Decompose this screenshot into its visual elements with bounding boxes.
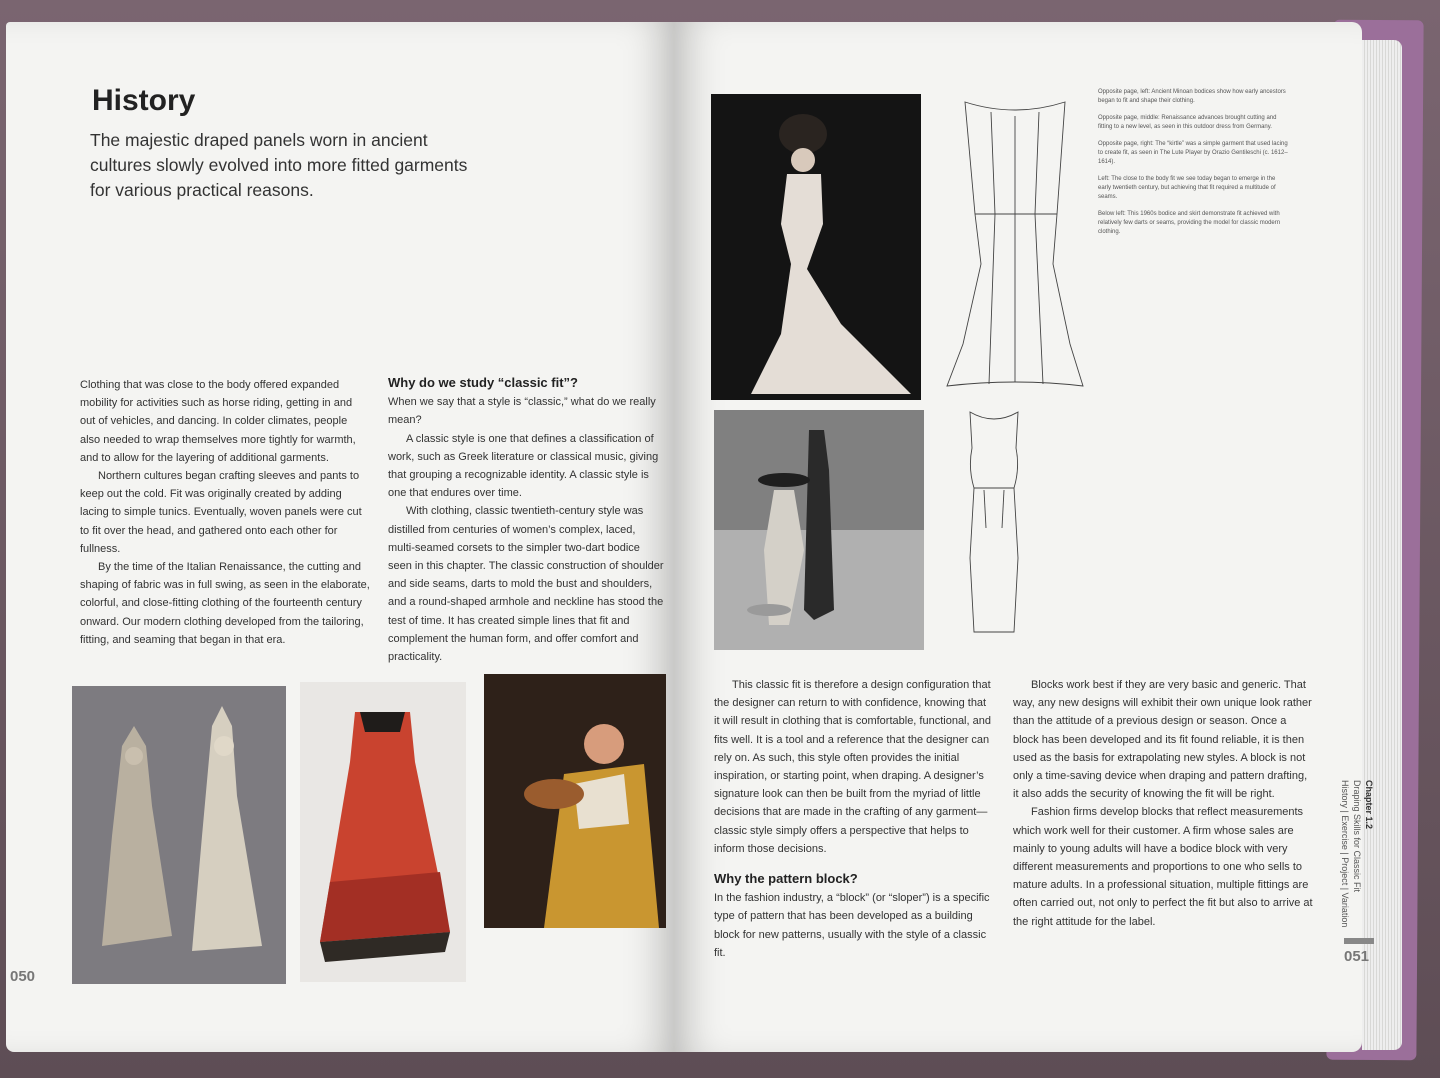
renaissance-dress-photo	[300, 682, 466, 982]
right-column-2	[1013, 676, 1313, 931]
caption: Opposite page, left: Ancient Minoan bodices show how early ancestors began to fit and shape their clothing.	[1098, 89, 1286, 104]
chapter-label: Chapter 1.2	[1364, 780, 1374, 830]
caption: Left: The close to the body fit we see today began to emerge in the early twentieth century, but achieving that fit required a multitude of seams.	[1098, 176, 1276, 200]
caption: Opposite page, right: The “kirtle” was a simple garment that used lacing to create fit, as seen in The Lute Player by Orazio Gentileschi (c. 1612–1614).	[1098, 141, 1288, 165]
chapter-title: Draping Skills for Classic Fit	[1352, 780, 1362, 893]
right-column-1	[714, 676, 994, 962]
paragraph: When we say that a style is “classic,” what do we really mean?	[388, 396, 656, 427]
minoan-figures-photo	[72, 686, 286, 984]
chapter-bar	[1344, 938, 1374, 944]
chapter-sidebar	[1336, 780, 1376, 940]
section-heading: Why the pattern block?	[714, 871, 858, 887]
caption: Opposite page, middle: Renaissance advances brought cutting and fitting to a new level, as seen in this outdoor dress from Germany.	[1098, 115, 1277, 130]
paragraph: By the time of the Italian Renaissance, the cutting and shaping of fabric was in full swing, as seen in the elaborate, colorful, and close-fitting clothing of the fourteenth century onward. Our modern clothing developed from the tailoring, fitting, and seaming that began in that era.	[80, 561, 370, 646]
paragraph: With clothing, classic twentieth-century style was distilled from centuries of women’s complex, laced, multi-seamed corsets to the simpler two-dart bodice seen in this chapter. The classic construction of shoulder and side seams, darts to mold the bust and shoulders, and a round-shaped armhole and neckline has stood the test of time. It has created simple lines that fit and complement the human form, and offer comfort and practicality.	[388, 505, 664, 664]
paragraph: Clothing that was close to the body offered expanded mobility for activities such as horse riding, getting in and out of vehicles, and dancing. In colder climates, people also needed to wrap themselves more tightly for warmth, and to allow for the layering of additional garments.	[80, 379, 356, 464]
left-column-1	[80, 376, 370, 649]
street-fashion-photo	[714, 410, 924, 650]
page-number-right: 051	[1344, 948, 1370, 965]
lute-player-painting	[484, 674, 666, 928]
chapter-nav: History | Exercise | Project | Variation	[1340, 780, 1350, 928]
paragraph: This classic fit is therefore a design configuration that the designer can return to with confidence, knowing that it will result in clothing that is comfortable, functional, and fits well. It is a tool and a reference that the designer can rely on. As such, this style often provides the initial inspiration, or starting point, when draping. A designer’s signature look can then be built from the myriad of little decisions that are made in the crafting of any garment—classic style simply offers a perspective that helps to inform those decisions.	[714, 679, 991, 855]
paragraph: Northern cultures began crafting sleeves and pants to keep out the cold. Fit was originally created by adding lacing to simple tunics. Eventually, woven panels were cut to fit over the head, and gathered onto each other for fullness.	[80, 470, 362, 555]
edwardian-gown-photo	[711, 94, 921, 400]
paragraph: Fashion firms develop blocks that reflect measurements which work well for their customer. A firm whose sales are mainly to young adults will have a bodice block with very different measurements and proportions to one who sells to mature adults. In a professional situation, multiple fittings are often carried out, not only to perfect the fit but also to arrive at the right attitude for the label.	[1013, 806, 1313, 928]
section-heading: Why do we study “classic fit”?	[388, 375, 578, 390]
paragraph: Blocks work best if they are very basic and generic. That way, any new designs will exhibit their own unique look rather than the attitude of a previous design or season. Once a block has been developed and its fit found reliable, it is then used as the basis for extrapolating new styles. A block is not only a time-saving device when draping and pattern drafting, it also adds the security of knowing the fit will be right.	[1013, 679, 1312, 801]
corset-dress-drawing	[945, 94, 1085, 394]
paragraph: A classic style is one that defines a classification of work, such as Greek literature or classical music, giving that grouping a recognizable identity. A classic style is one that endures over time.	[388, 432, 659, 500]
left-column-2	[388, 374, 664, 666]
page-title: History	[92, 84, 196, 117]
page-number-left: 050	[10, 968, 36, 985]
sixties-dress-drawing	[962, 408, 1026, 636]
photo-captions	[1098, 88, 1288, 245]
caption: Below left: This 1960s bodice and skirt demonstrate fit achieved with relatively few darts or seams, providing the model for classic modern clothing.	[1098, 211, 1281, 235]
page-subtitle: The majestic draped panels worn in ancient cultures slowly evolved into more fitted garments for various practical reasons.	[90, 130, 468, 200]
paragraph: In the fashion industry, a “block” (or “sloper”) is a specific type of pattern that has been developed as a building block for new patterns, usually with the style of a classic fit.	[714, 892, 990, 959]
